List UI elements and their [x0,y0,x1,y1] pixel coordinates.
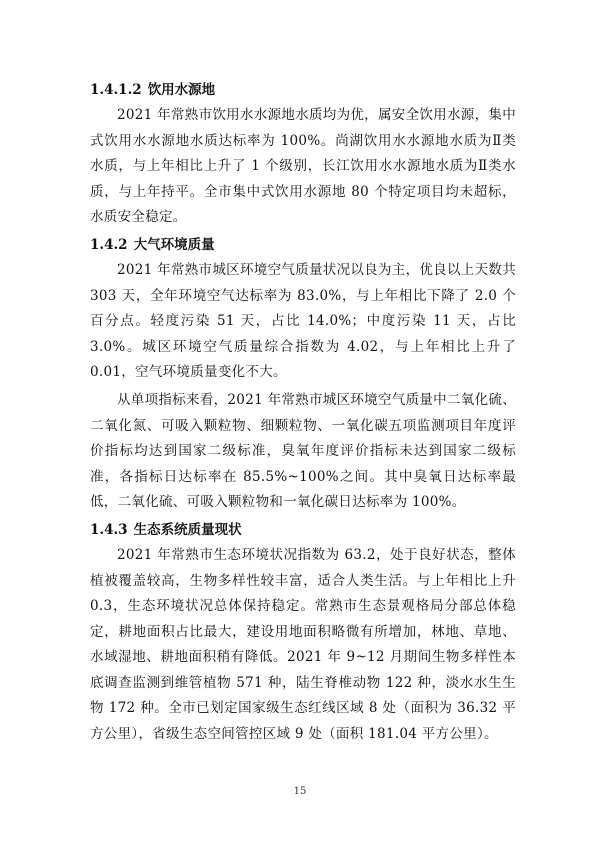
section-heading-ecosystem [90,518,516,543]
page-number: 15 [293,786,307,797]
section-number: 1.4.1.2 [90,82,142,98]
section-number: 1.4.2 [90,236,128,253]
section-title: 生态系统质量现状 [133,521,242,538]
paragraph-drinking-water: 2021 年常熟市饮用水水源地水质均为优，属安全饮用水源，集中式饮用水水源地水质达标率为 100%。尚湖饮用水水源地水质为Ⅱ类水质，与上年相比上升了 1 个级别，长江饮用水水源地水质为Ⅱ类水质，与上年持平。全市集中式饮用水源地 80 个特定项目均未超标，水质安全稳定。 [90,107,516,226]
section-title: 大气环境质量 [133,236,215,253]
page-content [90,78,516,748]
paragraph-air-quality-indicators: 从单项指标来看，2021 年常熟市城区环境空气质量中二氧化硫、二氧化氮、可吸入颗粒物、细颗粒物、一氧化碳五项监测项目年度评价指标均达到国家二级标准，臭氧年度评价指标未达到国家二级标准，各指标日达标率在 85.5%~100%之间。其中臭氧日达标率最低，二氧化硫、可吸入颗粒物和一氧化碳日达标率为 100%。 [90,391,516,511]
section-title: 饮用水源地 [147,82,216,98]
paragraph-air-quality-overview: 2021 年常熟市城区环境空气质量状况以良为主，优良以上天数共 303 天，全年环境空气达标率为 83.0%，与上年相比下降了 2.0 个百分点。轻度污染 51 天，占比 14.0%；中度污染 11 天，占比 3.0%。城区环境空气质量综合指数为 4.02，与上年相比上升了 0.01，空气环境质量变化不大。 [90,261,516,381]
paragraph-ecosystem: 2021 年常熟市生态环境状况指数为 63.2，处于良好状态，整体植被覆盖较高，生物多样性较丰富，适合人类生活。与上年相比上升 0.3，生态环境状况总体保持稳定。常熟市生态景观格局分部总体稳定，耕地面积占比最大，建设用地面积略微有所增加，林地、草地、水域湿地、耕地面积稍有降低。2021 年 9~12 月期间生物多样性本底调查监测到维管植物 571 种，陆生脊椎动物 122 种，淡水水生生物 172 种。全市已划定国家级生态红线区域 8 处（面积为 36.32 平方公里），省级生态空间管控区域 9 处（面积 181.04 平方公里）。 [90,546,516,743]
section-heading-air-quality [90,233,516,258]
section-heading-drinking-water [90,78,516,103]
section-number: 1.4.3 [90,521,128,538]
